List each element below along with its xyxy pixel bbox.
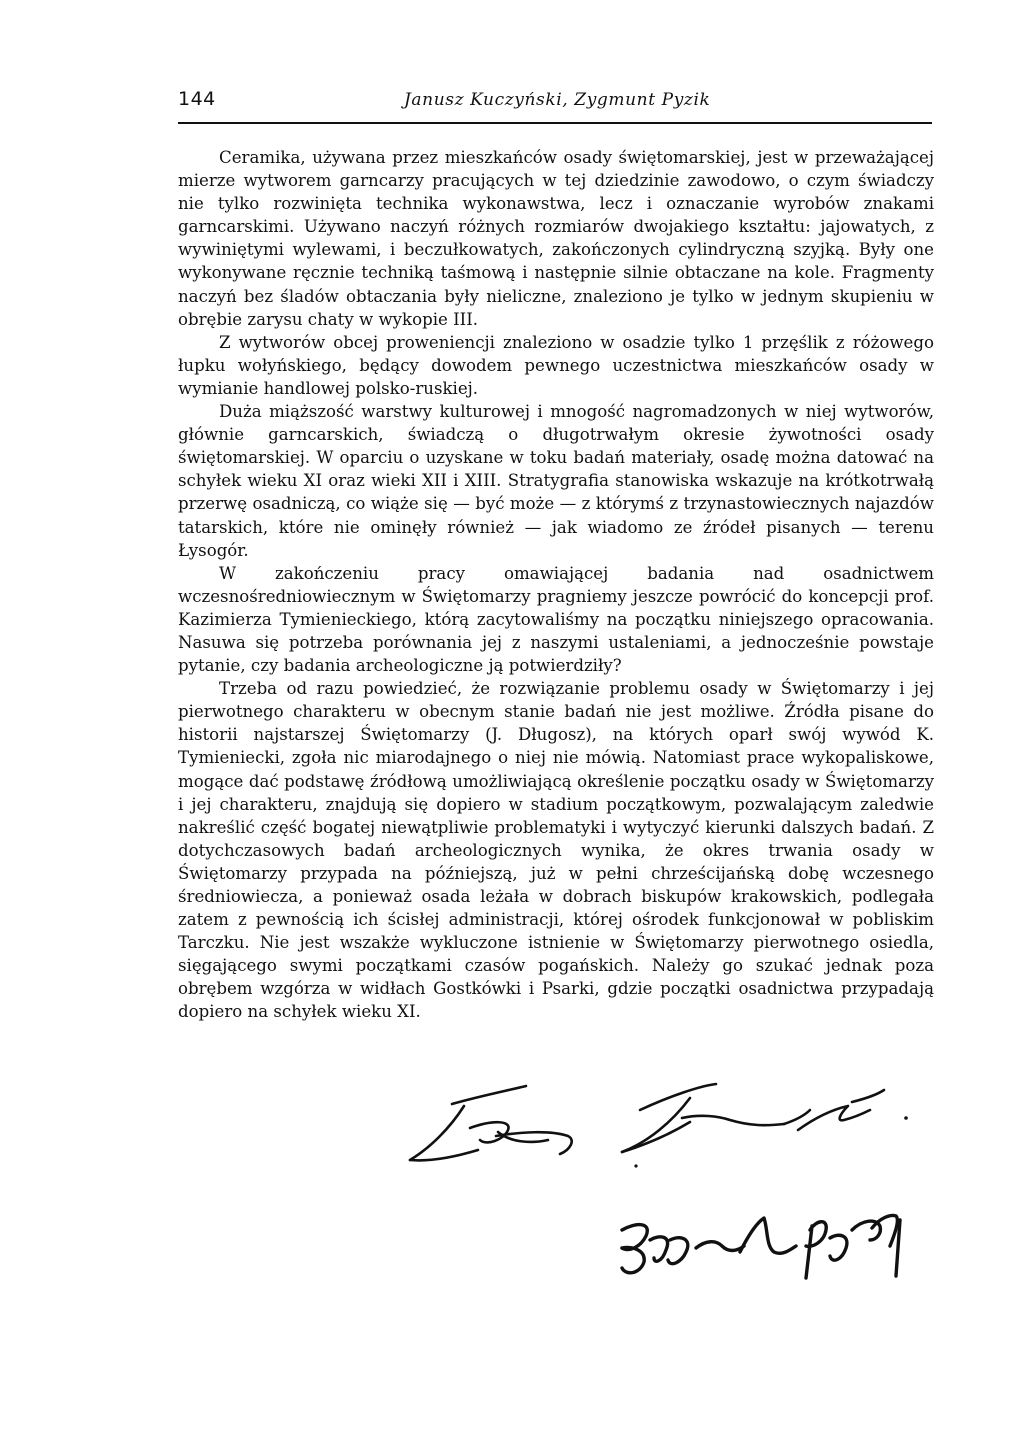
paragraph: Trzeba od razu powiedzieć, że rozwiązanie problemu osady w Świętomarzy i jej pierwotnego charakteru w obecnym stanie badań nie jest możliwe. Źródła pisane do historii najstarszej Świętomarzy (J. Długosz), na których oparł swój wywód K. Tymieniecki, zgoła nic miarodajnego o niej nie mówią. Natomiast prace wykopaliskowe, mogące dać podstawę źródłową umożliwiającą określenie początku osady w Świętomarzy i jej charakteru, znajdują się dopiero w stadium początkowym, pozwalającym zaledwie nakreślić część bogatej niewątpliwie problematyki i wytyczyć kierunki dalszych badań. Z dotychczasowych badań archeologicznych wynika, że okres trwania osady w Świętomarzy przypada na późniejszą, już w pełni chrześcijańską dobę wczesnego średniowiecza, a ponieważ osada leżała w dobrach biskupów krakowskich, podlegała zatem z pewnością ich ścisłej administracji, której ośrodek funkcjonował w pobliskim Tarczku. Nie jest wszakże wykluczone istnienie w Świętomarzy pierwotnego osiedla, sięgającego swymi początkami czasów pogańskich. Należy go szukać jednak poza obrębem wzgórza w widłach Gostkówki i Psarki, gdzie początki osadnictwa przypadają dopiero na schyłek wieku XI. <box>178 679 934 1022</box>
running-head: Janusz Kuczyński, Zygmunt Pyzik <box>404 90 711 110</box>
paragraph: Ceramika, używana przez mieszkańców osady świętomarskiej, jest w przeważającej mierze wytworem garncarzy pracujących w tej dziedzinie zawodowo, o czym świadczy nie tylko rozwinięta technika wykonawstwa, lecz i oznaczanie wyrobów znakami garncarskimi. Używano naczyń różnych rozmiarów dwojakiego kształtu: jajowatych, z wywiniętymi wylewami, i beczułkowatych, zakończonych cylindryczną szyjką. Były one wykonywane ręcznie techniką taśmową i następnie silnie obtaczane na kole. Fragmenty naczyń bez śladów obtaczania były nieliczne, znaleziono je tylko w jednym skupieniu w obrębie zarysu chaty w wykopie III. <box>178 148 934 329</box>
page-number: 144 <box>178 88 216 110</box>
signature-kuczynski <box>410 1086 572 1160</box>
page-header <box>178 86 932 124</box>
body-text <box>178 146 934 1024</box>
paragraph: Z wytworów obcej proweniencji znaleziono w osadzie tylko 1 przęślik z różowego łupku wołyńskiego, będący dowodem pewnego uczestnictwa mieszkańców osady w wymianie handlowej polsko-ruskiej. <box>178 332 934 398</box>
signature-kuczynski-scrawl <box>622 1084 908 1168</box>
signatures <box>400 1080 960 1380</box>
signature-pyzik <box>622 1216 900 1279</box>
paragraph: W zakończeniu pracy omawiającej badania nad osadnictwem wczesnośredniowiecznym w Świętomarzy pragniemy jeszcze powrócić do koncepcji prof. Kazimierza Tymienieckiego, którą zacytowaliśmy na początku niniejszego opracowania. Nasuwa się potrzeba porównania jej z naszymi ustaleniami, a jednocześnie powstaje pytanie, czy badania archeologiczne ją potwierdziły? <box>178 563 934 676</box>
signature-drawings <box>400 1080 960 1380</box>
paragraph: Duża miąższość warstwy kulturowej i mnogość nagromadzonych w niej wytworów, głównie garncarskich, świadczą o długotrwałym okresie żywotności osady świętomarskiej. W oparciu o uzyskane w toku badań materiały, osadę można datować na schyłek wieku XI oraz wieki XII i XIII. Stratygrafia stanowiska wskazuje na krótkotrwałą przerwę osadniczą, co wiąże się — być może — z którymś z trzynastowiecznych najazdów tatarskich, które nie ominęły również — jak wiadomo ze źródeł pisanych — terenu Łysogór. <box>178 402 934 560</box>
